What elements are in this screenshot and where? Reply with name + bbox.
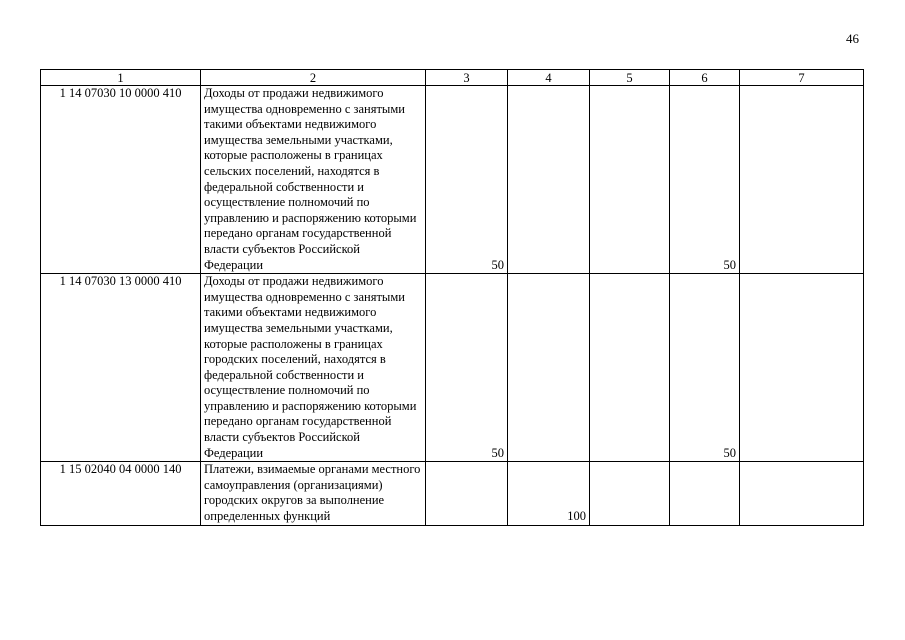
- value-cell-col7: [740, 86, 864, 274]
- column-header-7: 7: [740, 70, 864, 86]
- value-cell-col3: 50: [426, 274, 508, 462]
- revenue-code-cell: 1 15 02040 04 0000 140: [41, 462, 201, 525]
- value-cell-col6: 50: [670, 86, 740, 274]
- table-row: [41, 274, 864, 462]
- value-cell-col5: [590, 86, 670, 274]
- column-header-1: 1: [41, 70, 201, 86]
- table-row: [41, 86, 864, 274]
- value-cell-col5: [590, 462, 670, 525]
- value-cell-col3: [426, 462, 508, 525]
- revenue-name-cell: Доходы от продажи недвижимого имущества одновременно с занятыми такими объектами недвижимого имущества земельными участками, которые расположены в границах городских поселений, находятся в федеральной собственности и осуществление полномочий по управлению и распоряжению которыми передано органам государственной власти субъектов Российской Федерации: [201, 274, 426, 462]
- column-header-3: 3: [426, 70, 508, 86]
- value-cell-col3: 50: [426, 86, 508, 274]
- value-cell-col7: [740, 462, 864, 525]
- revenue-code-cell: 1 14 07030 10 0000 410: [41, 86, 201, 274]
- table-row: [41, 462, 864, 525]
- value-cell-col6: 50: [670, 274, 740, 462]
- column-header-6: 6: [670, 70, 740, 86]
- value-cell-col7: [740, 274, 864, 462]
- page-number: 46: [846, 31, 859, 46]
- revenue-name-cell: Платежи, взимаемые органами местного самоуправления (организациями) городских округов за выполнение определенных функций: [201, 462, 426, 525]
- column-header-5: 5: [590, 70, 670, 86]
- value-cell-col6: [670, 462, 740, 525]
- table-header-row: [41, 70, 864, 86]
- value-cell-col4: 100: [508, 462, 590, 525]
- value-cell-col4: [508, 274, 590, 462]
- value-cell-col4: [508, 86, 590, 274]
- revenue-name-cell: Доходы от продажи недвижимого имущества одновременно с занятыми такими объектами недвижимого имущества земельными участками, которые расположены в границах сельских поселений, находятся в федеральной собственности и осуществление полномочий по управлению и распоряжению которыми передано органам государственной власти субъектов Российской Федерации: [201, 86, 426, 274]
- revenue-table: [40, 69, 864, 526]
- column-header-2: 2: [201, 70, 426, 86]
- column-header-4: 4: [508, 70, 590, 86]
- value-cell-col5: [590, 274, 670, 462]
- revenue-code-cell: 1 14 07030 13 0000 410: [41, 274, 201, 462]
